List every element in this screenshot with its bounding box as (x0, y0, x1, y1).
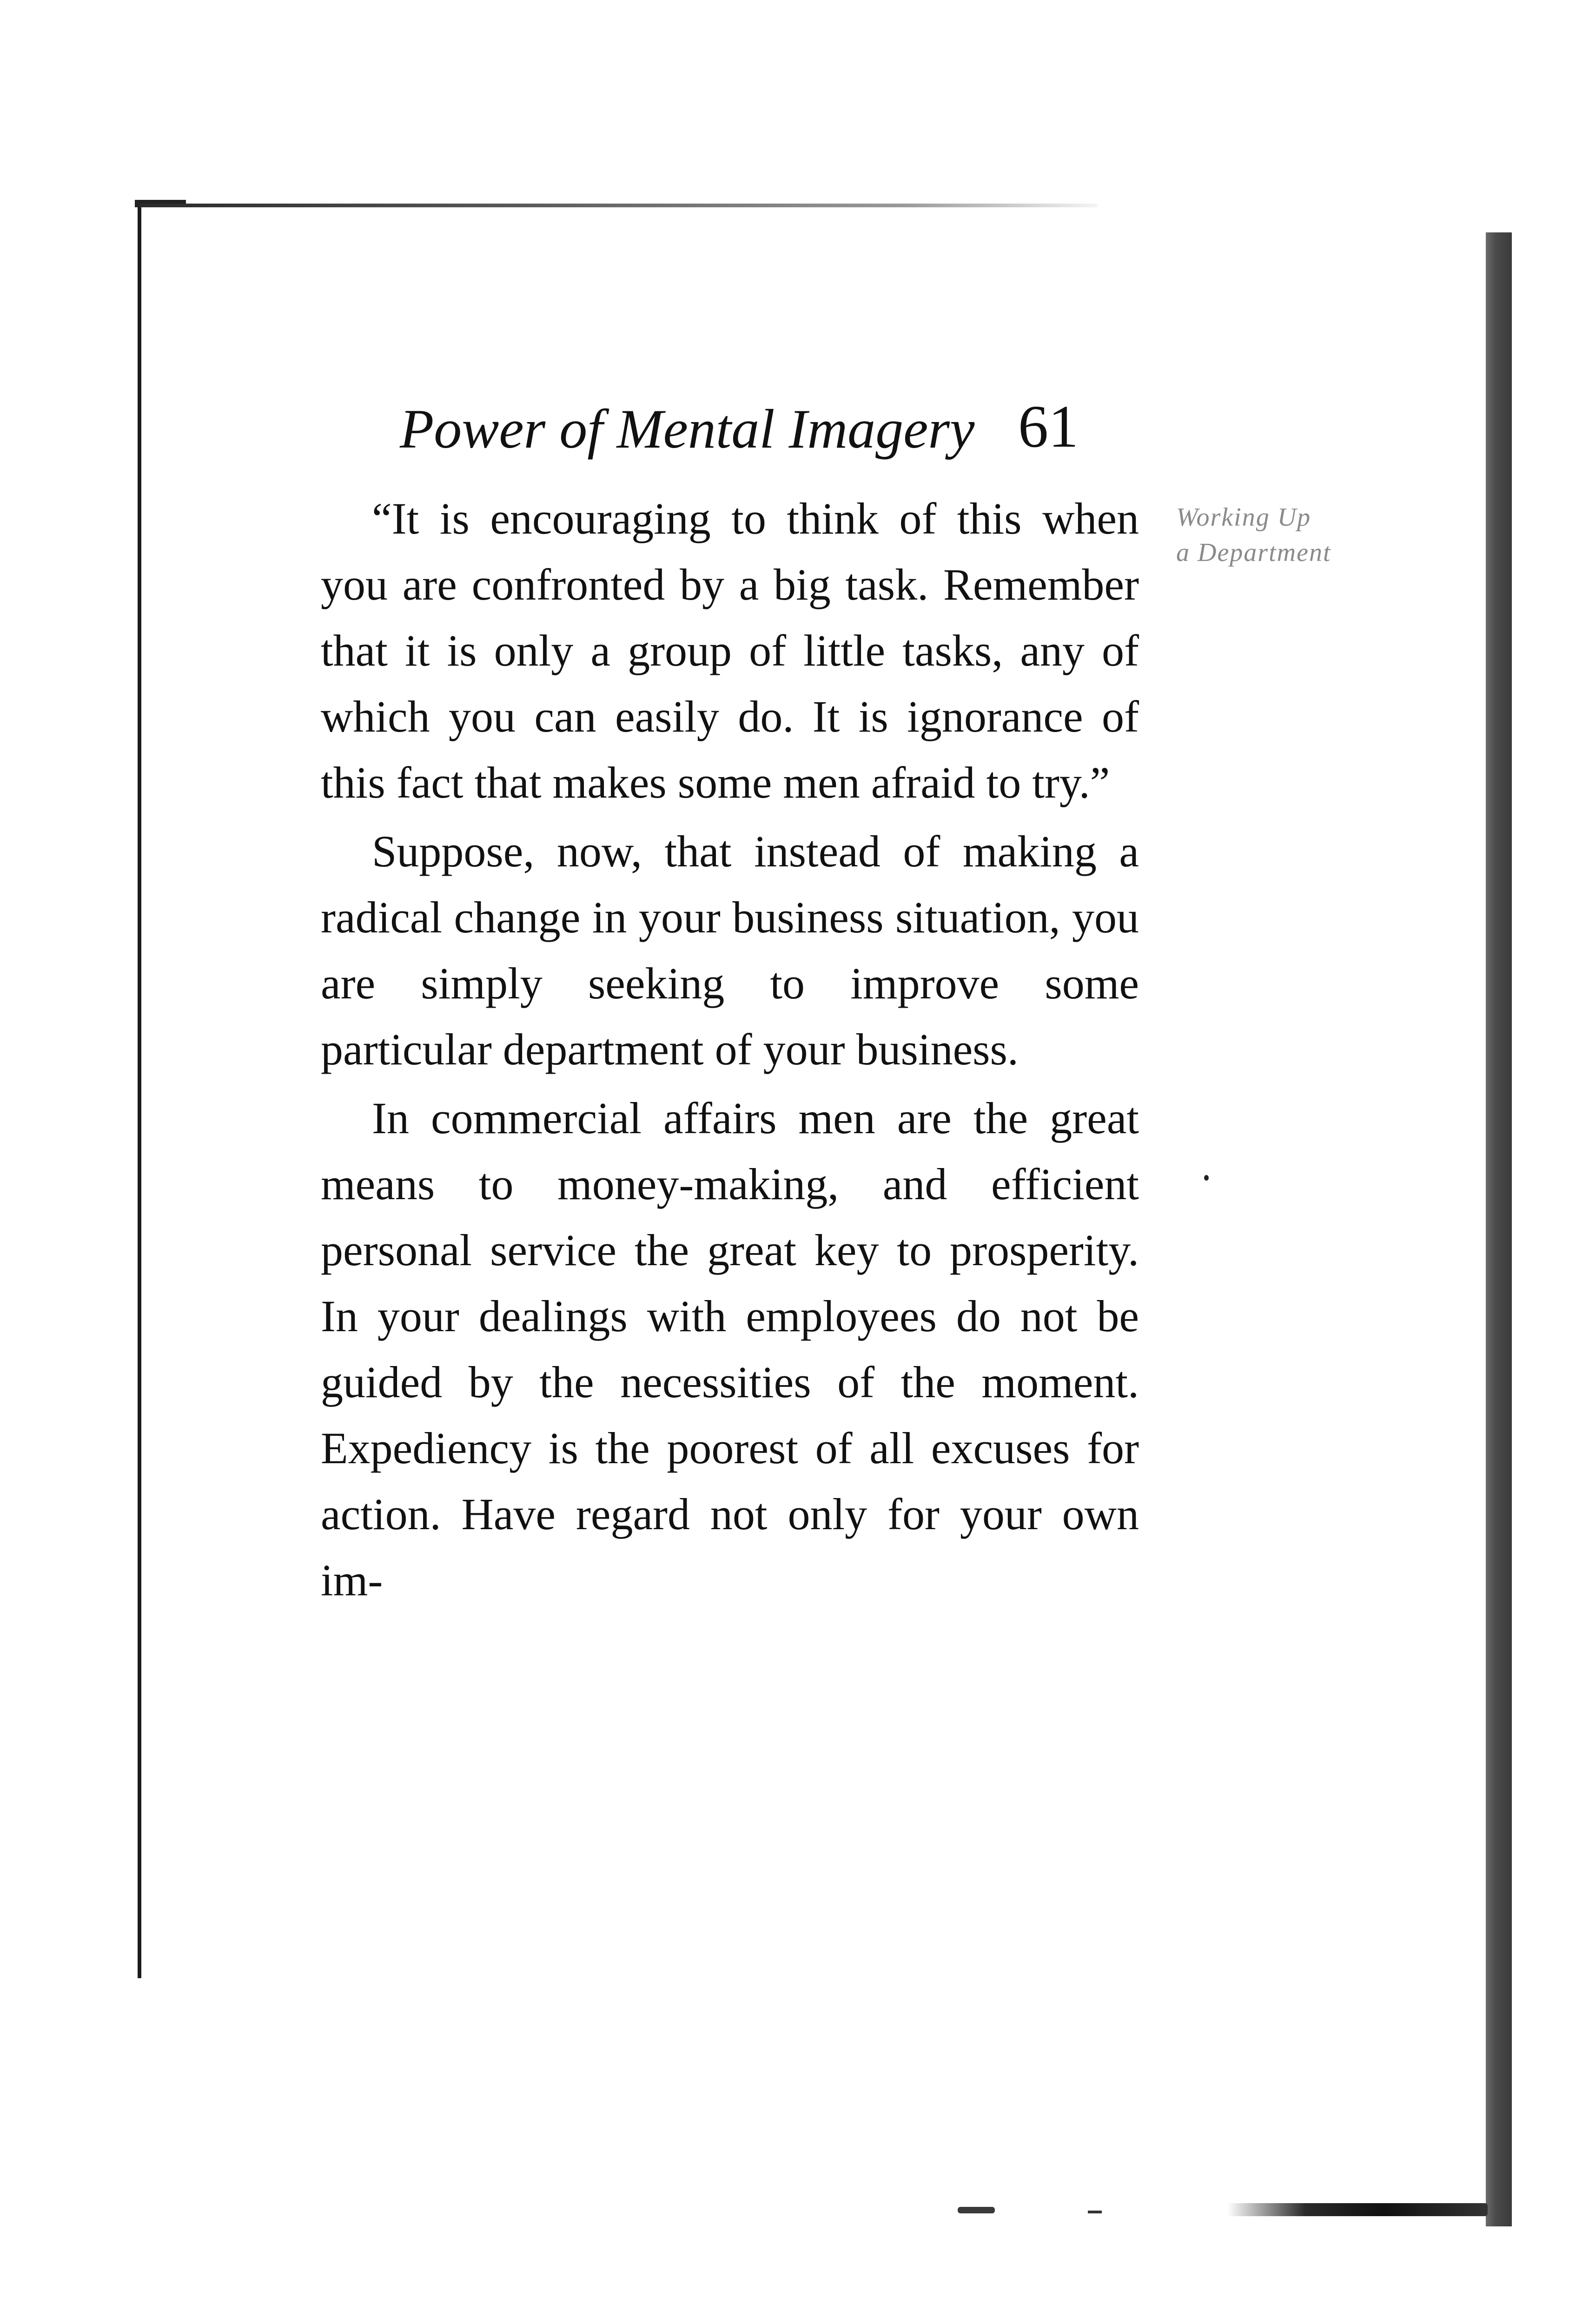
body-text (321, 486, 1139, 1613)
scan-left-edge (138, 207, 141, 1978)
margin-note (1176, 500, 1418, 570)
paragraph: In commercial affairs men are the great means to money-making, and efficient personal service the great key to prosperity. In your dealings with employees do not be guided by the necessities of the moment. Expediency is the poorest of all excuses for action. Have regard not only for your own im- (321, 1093, 1139, 1605)
paragraph: “It is encouraging to think of this when you are confronted by a big task. Remember that it is only a group of little tasks, any of which you can easily do. It is ignorance of this fact that makes some men afraid to try.” (321, 494, 1139, 807)
scan-top-edge (139, 204, 1097, 207)
scan-speck (1088, 2211, 1102, 2213)
margin-note-line: a Department (1176, 538, 1331, 567)
scan-speck (958, 2207, 995, 2213)
page-header (400, 394, 1237, 464)
scan-right-edge (1486, 232, 1512, 2226)
paragraph: Suppose, now, that instead of making a radical change in your business situation, you are simply seeking to improve some particular department of your business. (321, 826, 1139, 1074)
scan-bottom-smudge (1227, 2203, 1488, 2216)
margin-note-line: Working Up (1176, 503, 1311, 532)
page-number: 61 (1018, 393, 1079, 460)
scan-dot (1204, 1175, 1209, 1181)
running-head: Power of Mental Imagery (400, 398, 975, 460)
